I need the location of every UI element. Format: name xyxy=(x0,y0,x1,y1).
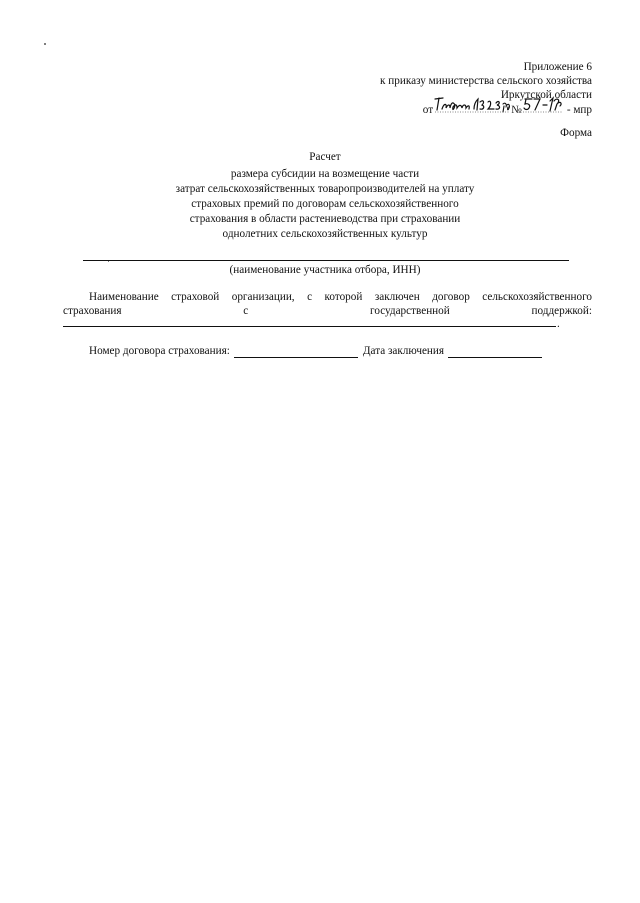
insurer-paragraph-line-2 xyxy=(63,304,592,318)
insurer-paragraph-line: Наименование страховой организации, с которой заключен договор сельскохозяйственного xyxy=(89,291,592,303)
title-line: затрат сельскохозяйственных товаропроизводителей на уплату xyxy=(175,183,475,195)
appendix-label: Приложение 6 xyxy=(523,61,592,73)
order-reference: к приказу министерства сельского хозяйства xyxy=(380,75,592,87)
title-heading: Расчет xyxy=(309,151,341,163)
order-date-line xyxy=(423,99,592,117)
insurer-word: поддержкой: xyxy=(531,305,592,317)
title-line: однолетних сельскохозяйственных культур xyxy=(222,228,428,240)
insurer-end-mark: . xyxy=(557,318,560,330)
calculation-title xyxy=(0,150,640,242)
title-line: размера субсидии на возмещение части xyxy=(230,168,420,180)
handwritten-number-signature xyxy=(522,95,564,113)
contract-line xyxy=(89,344,542,358)
contract-number-label: Номер договора страхования: xyxy=(89,345,230,357)
handwritten-number xyxy=(522,95,564,117)
date-prefix: от xyxy=(422,104,434,116)
number-suffix: - мпр xyxy=(566,104,592,116)
insurer-word: страхования xyxy=(63,305,122,317)
number-sign: № xyxy=(511,104,522,116)
insurer-word: государственной xyxy=(370,305,450,317)
scan-speck xyxy=(108,261,109,262)
insurer-name-field[interactable] xyxy=(63,326,556,327)
contract-number-field[interactable] xyxy=(234,346,358,358)
title-line: страховых премий по договорам сельскохозяйственного xyxy=(191,198,459,210)
handwritten-date-signature xyxy=(433,95,511,113)
handwritten-date xyxy=(433,95,511,117)
insurer-word: с xyxy=(243,305,249,317)
contract-date-label: Дата заключения xyxy=(362,345,445,357)
title-line: страхования в области растениеводства при страховании xyxy=(189,213,461,225)
scan-speck xyxy=(44,43,46,45)
form-label: Форма xyxy=(560,127,592,139)
region-label: Иркутской области xyxy=(500,89,592,101)
participant-name-field[interactable] xyxy=(83,260,569,261)
participant-caption: (наименование участника отбора, ИНН) xyxy=(229,264,421,276)
contract-date-field[interactable] xyxy=(448,346,542,358)
